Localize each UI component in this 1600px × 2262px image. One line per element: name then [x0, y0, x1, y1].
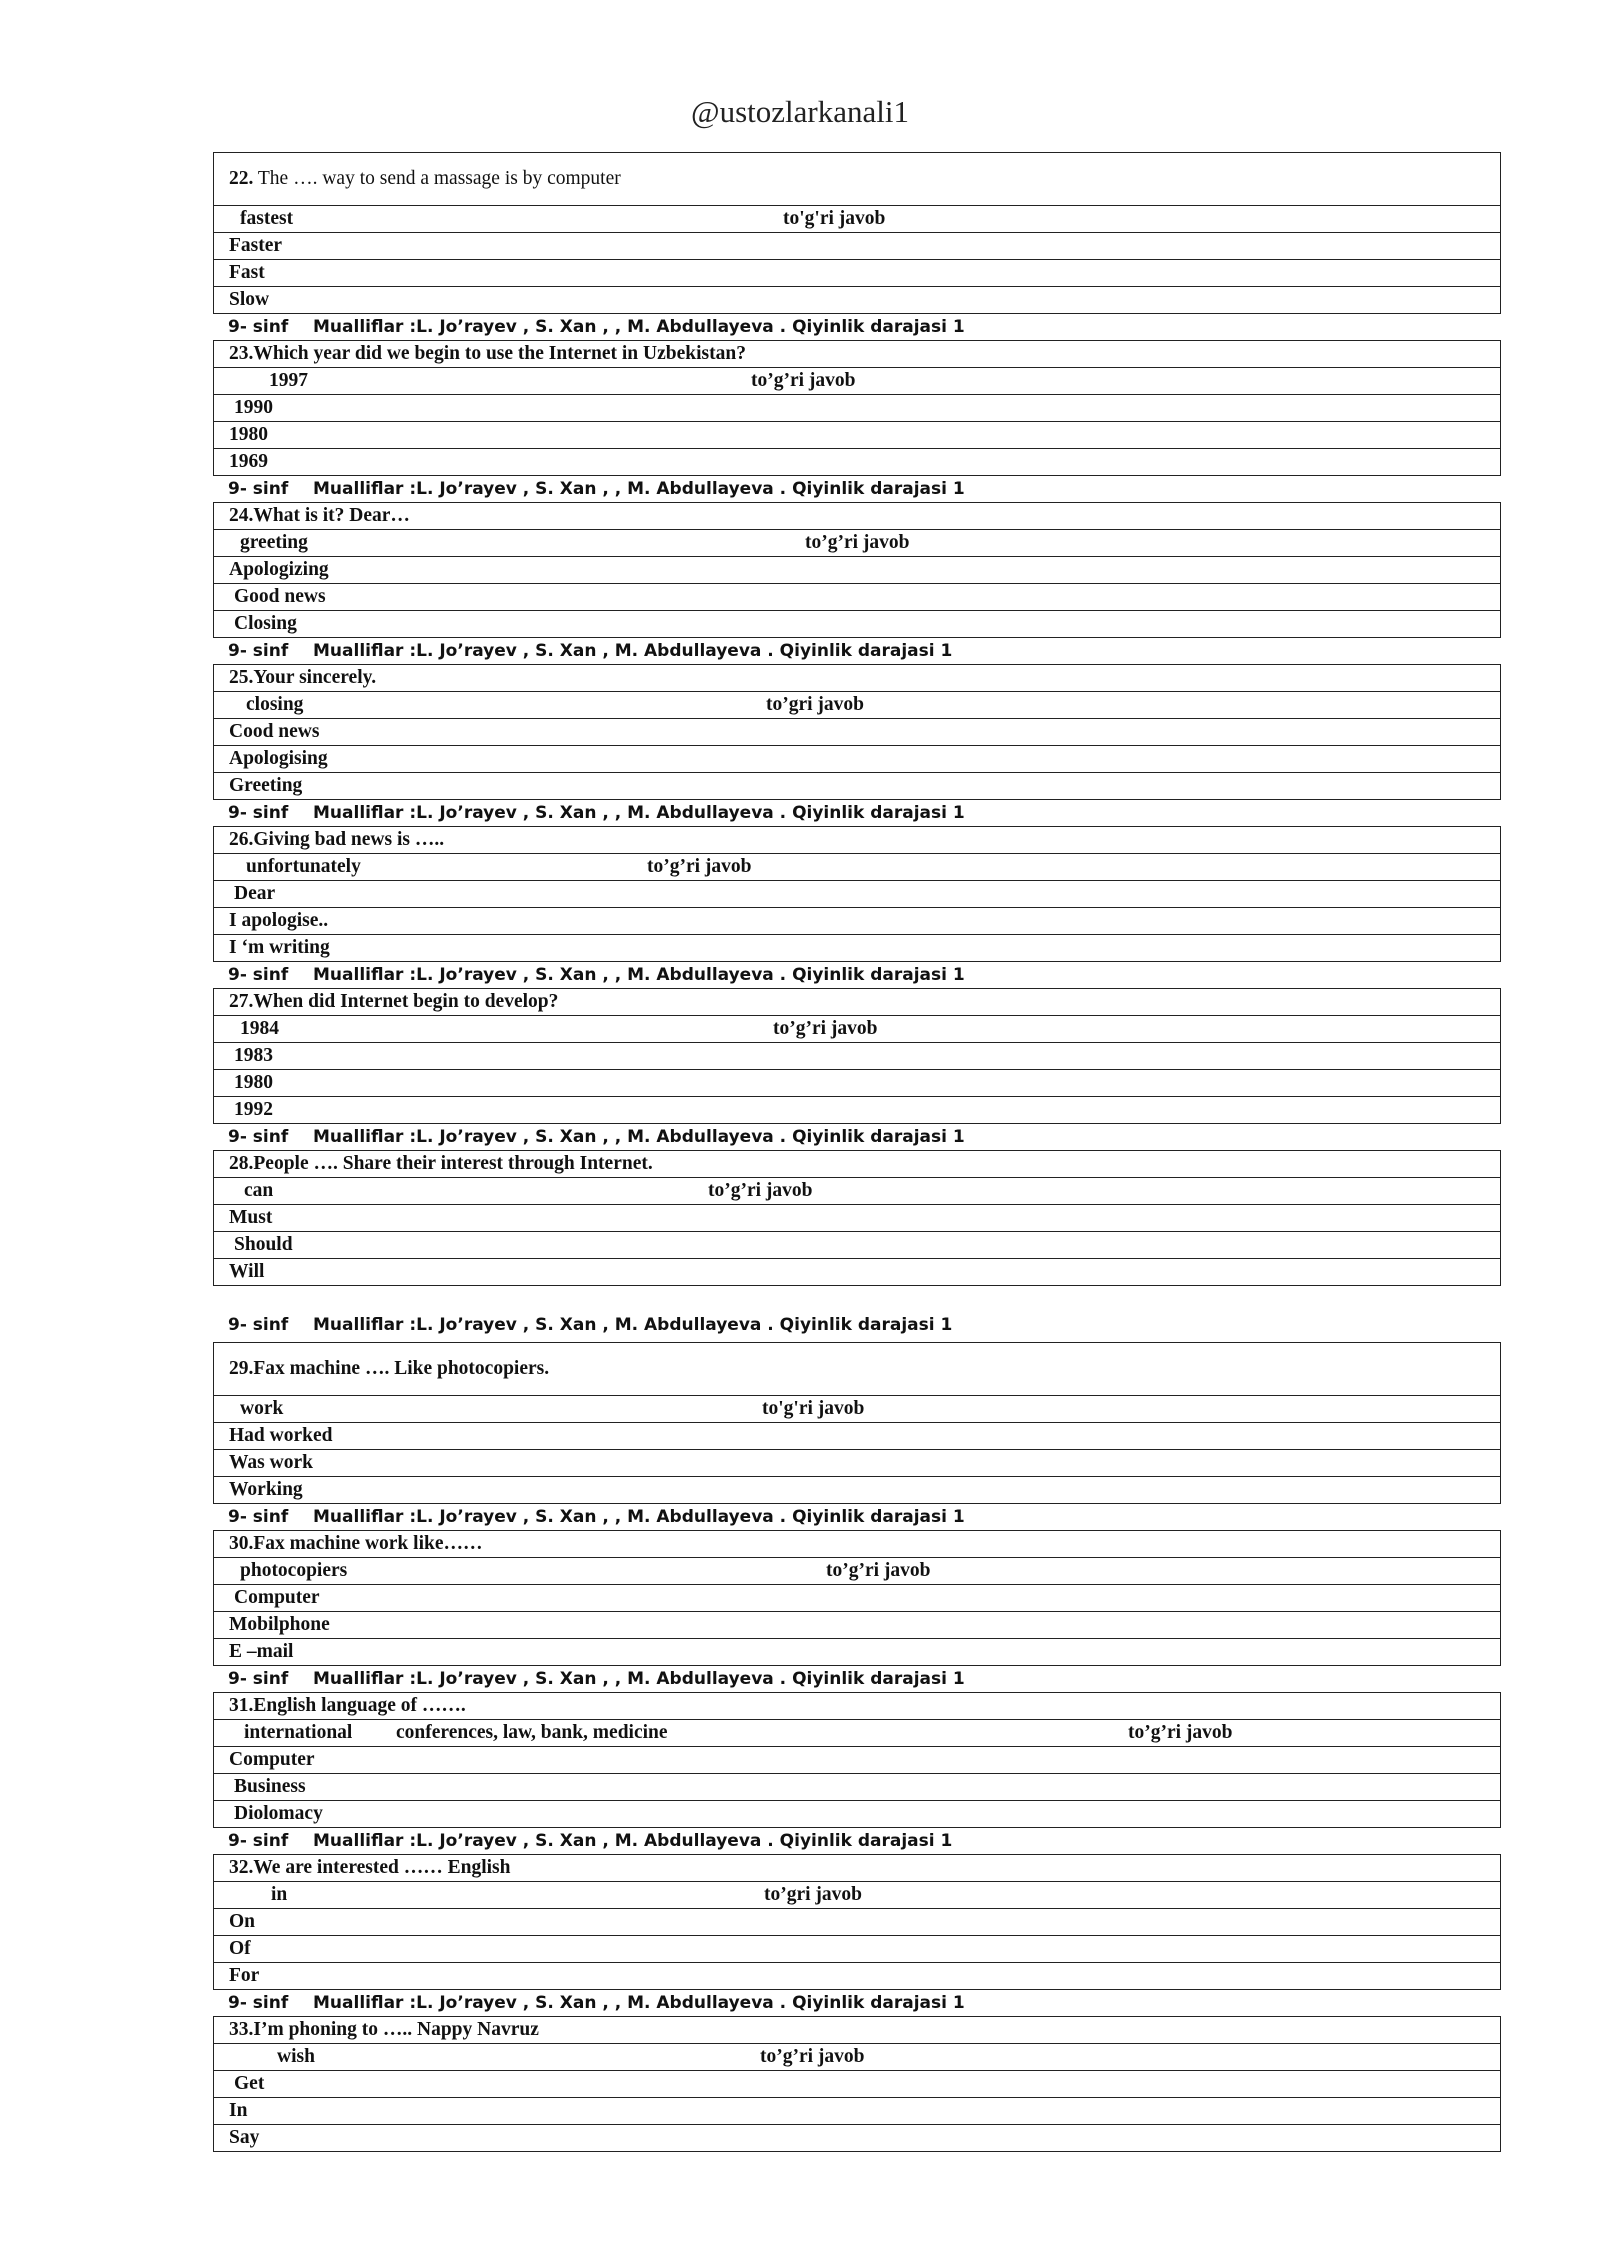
- option-row: I ‘m writing: [214, 934, 1500, 961]
- correct-answer-mark: to'g'ri javob: [762, 1398, 865, 1419]
- question-block-27: [213, 988, 1501, 1124]
- correct-answer: fastest: [240, 208, 294, 229]
- option-row: Diolomacy: [214, 1800, 1500, 1827]
- answer-extra: conferences, law, bank, medicine: [396, 1722, 668, 1743]
- grade-label: 9- sinf: [228, 1127, 289, 1147]
- authors-label: Mualliflar :L. Jo’rayev , S. Xan , M. Abdullayeva . Qiyinlik darajasi 1: [313, 1315, 953, 1335]
- question-block-25: [213, 664, 1501, 800]
- correct-answer: 1997: [269, 370, 308, 391]
- authors-label: Mualliflar :L. Jo’rayev , S. Xan , M. Abdullayeva . Qiyinlik darajasi 1: [313, 1831, 953, 1851]
- question-text: [214, 153, 1500, 205]
- correct-answer-row: [214, 691, 1500, 718]
- option-row: Greeting: [214, 772, 1500, 799]
- correct-answer: photocopiers: [240, 1560, 348, 1581]
- option-row: 1990: [214, 394, 1500, 421]
- meta-line: [213, 1666, 1501, 1692]
- question-number: 32.: [229, 1857, 254, 1878]
- option-row: Computer: [214, 1584, 1500, 1611]
- grade-label: 9- sinf: [228, 479, 289, 499]
- option-row: I apologise..: [214, 907, 1500, 934]
- correct-answer-mark: to’g’ri javob: [751, 370, 856, 391]
- correct-answer-mark: to’gri javob: [764, 1884, 863, 1905]
- correct-answer: wish: [277, 2046, 315, 2067]
- grade-label: 9- sinf: [228, 1507, 289, 1527]
- question-block-32: [213, 1854, 1501, 1990]
- correct-answer-row: [214, 1881, 1500, 1908]
- authors-label: Mualliflar :L. Jo’rayev , S. Xan , , M. Abdullayeva . Qiyinlik darajasi 1: [313, 479, 965, 499]
- meta-line: [213, 962, 1501, 988]
- question-prompt: When did Internet begin to develop?: [253, 991, 559, 1012]
- correct-answer-mark: to’g’ri javob: [805, 532, 910, 553]
- option-row: On: [214, 1908, 1500, 1935]
- option-row: Must: [214, 1204, 1500, 1231]
- question-text: [214, 1855, 1500, 1881]
- question-text: [214, 827, 1500, 853]
- question-block-33: [213, 2016, 1501, 2152]
- correct-answer-mark: to’g’ri javob: [760, 2046, 865, 2067]
- question-text: [214, 1151, 1500, 1177]
- question-text: [214, 1343, 1500, 1395]
- option-row: 1969: [214, 448, 1500, 475]
- question-number: 24.: [229, 505, 254, 526]
- option-row: Slow: [214, 286, 1500, 313]
- meta-line: [213, 1828, 1501, 1854]
- question-text: [214, 989, 1500, 1015]
- meta-line: [213, 1124, 1501, 1150]
- question-prompt: Which year did we begin to use the Internet in Uzbekistan?: [253, 343, 746, 364]
- question-block-31: [213, 1692, 1501, 1828]
- correct-answer-row: [214, 1177, 1500, 1204]
- question-number: 28.: [229, 1153, 254, 1174]
- question-block-26: [213, 826, 1501, 962]
- question-prompt: English language of …….: [253, 1695, 466, 1716]
- option-row: Say: [214, 2124, 1500, 2151]
- option-row: Should: [214, 1231, 1500, 1258]
- question-prompt: What is it? Dear…: [253, 505, 410, 526]
- option-row: E –mail: [214, 1638, 1500, 1665]
- question-prompt: The …. way to send a massage is by computer: [253, 168, 621, 189]
- correct-answer-row: [214, 2043, 1500, 2070]
- correct-answer-row: [214, 853, 1500, 880]
- correct-answer-mark: to’g’ri javob: [647, 856, 752, 877]
- question-text: [214, 2017, 1500, 2043]
- grade-label: 9- sinf: [228, 1831, 289, 1851]
- correct-answer-row: [214, 1557, 1500, 1584]
- meta-line: [213, 1312, 1501, 1338]
- correct-answer-mark: to’g’ri javob: [773, 1018, 878, 1039]
- correct-answer: 1984: [240, 1018, 279, 1039]
- question-number: 33.: [229, 2019, 254, 2040]
- grade-label: 9- sinf: [228, 1993, 289, 2013]
- meta-line: [213, 638, 1501, 664]
- question-block-24: [213, 502, 1501, 638]
- correct-answer: in: [271, 1884, 288, 1905]
- authors-label: Mualliflar :L. Jo’rayev , S. Xan , , M. Abdullayeva . Qiyinlik darajasi 1: [313, 803, 965, 823]
- question-number: 31.: [229, 1695, 254, 1716]
- question-number: 23.: [229, 343, 254, 364]
- option-row: Computer: [214, 1746, 1500, 1773]
- question-list: [213, 152, 1501, 2152]
- option-row: Of: [214, 1935, 1500, 1962]
- grade-label: 9- sinf: [228, 641, 289, 661]
- correct-answer: closing: [246, 694, 304, 715]
- authors-label: Mualliflar :L. Jo’rayev , S. Xan , , M. Abdullayeva . Qiyinlik darajasi 1: [313, 1507, 965, 1527]
- option-row: Fast: [214, 259, 1500, 286]
- grade-label: 9- sinf: [228, 803, 289, 823]
- option-row: Dear: [214, 880, 1500, 907]
- option-row: Was work: [214, 1449, 1500, 1476]
- question-block-22: [213, 152, 1501, 314]
- option-row: Apologising: [214, 745, 1500, 772]
- correct-answer-row: [214, 367, 1500, 394]
- question-block-28: [213, 1150, 1501, 1286]
- option-row: Mobilphone: [214, 1611, 1500, 1638]
- option-row: Faster: [214, 232, 1500, 259]
- grade-label: 9- sinf: [228, 1669, 289, 1689]
- correct-answer-mark: to’g’ri javob: [1128, 1722, 1233, 1743]
- option-row: Closing: [214, 610, 1500, 637]
- option-row: Working: [214, 1476, 1500, 1503]
- option-row: 1983: [214, 1042, 1500, 1069]
- question-number: 25.: [229, 667, 254, 688]
- correct-answer: can: [244, 1180, 274, 1201]
- question-number: 29.: [229, 1358, 254, 1379]
- question-block-29: [213, 1342, 1501, 1504]
- option-row: Apologizing: [214, 556, 1500, 583]
- question-prompt: People …. Share their interest through Internet.: [253, 1153, 653, 1174]
- question-prompt: I’m phoning to ….. Nappy Navruz: [253, 2019, 539, 2040]
- option-row: 1992: [214, 1096, 1500, 1123]
- question-block-30: [213, 1530, 1501, 1666]
- authors-label: Mualliflar :L. Jo’rayev , S. Xan , , M. Abdullayeva . Qiyinlik darajasi 1: [313, 317, 965, 337]
- authors-label: Mualliflar :L. Jo’rayev , S. Xan , , M. Abdullayeva . Qiyinlik darajasi 1: [313, 1993, 965, 2013]
- option-row: In: [214, 2097, 1500, 2124]
- correct-answer-mark: to’gri javob: [766, 694, 865, 715]
- correct-answer-mark: to'g'ri javob: [783, 208, 886, 229]
- option-row: Had worked: [214, 1422, 1500, 1449]
- correct-answer: greeting: [240, 532, 308, 553]
- question-text: [214, 341, 1500, 367]
- option-row: 1980: [214, 421, 1500, 448]
- meta-line: [213, 1504, 1501, 1530]
- question-prompt: Your sincerely.: [253, 667, 377, 688]
- question-number: 27.: [229, 991, 254, 1012]
- grade-label: 9- sinf: [228, 965, 289, 985]
- option-row: Will: [214, 1258, 1500, 1285]
- option-row: 1980: [214, 1069, 1500, 1096]
- correct-answer: work: [240, 1398, 284, 1419]
- question-block-23: [213, 340, 1501, 476]
- option-row: Get: [214, 2070, 1500, 2097]
- option-row: Cood news: [214, 718, 1500, 745]
- authors-label: Mualliflar :L. Jo’rayev , S. Xan , M. Abdullayeva . Qiyinlik darajasi 1: [313, 641, 953, 661]
- question-number: 22.: [229, 168, 254, 189]
- watermark: @ustozlarkanali1: [691, 94, 909, 129]
- correct-answer-row: [214, 205, 1500, 232]
- question-prompt: Fax machine …. Like photocopiers.: [253, 1358, 550, 1379]
- option-row: For: [214, 1962, 1500, 1989]
- correct-answer: unfortunately: [246, 856, 361, 877]
- authors-label: Mualliflar :L. Jo’rayev , S. Xan , , M. Abdullayeva . Qiyinlik darajasi 1: [313, 1669, 965, 1689]
- correct-answer-row: [214, 1015, 1500, 1042]
- correct-answer-row: [214, 1395, 1500, 1422]
- correct-answer-mark: to’g’ri javob: [826, 1560, 931, 1581]
- question-prompt: Giving bad news is …..: [253, 829, 445, 850]
- question-prompt: Fax machine work like……: [253, 1533, 483, 1554]
- option-row: Business: [214, 1773, 1500, 1800]
- correct-answer: international: [244, 1722, 353, 1743]
- question-number: 30.: [229, 1533, 254, 1554]
- meta-line: [213, 1990, 1501, 2016]
- question-text: [214, 1531, 1500, 1557]
- question-text: [214, 503, 1500, 529]
- meta-line: [213, 314, 1501, 340]
- grade-label: 9- sinf: [228, 1315, 289, 1335]
- question-text: [214, 665, 1500, 691]
- spacer: [213, 1286, 1501, 1312]
- question-number: 26.: [229, 829, 254, 850]
- grade-label: 9- sinf: [228, 317, 289, 337]
- option-row: Good news: [214, 583, 1500, 610]
- meta-line: [213, 476, 1501, 502]
- correct-answer-row: [214, 529, 1500, 556]
- question-prompt: We are interested …… English: [253, 1857, 511, 1878]
- correct-answer-row: [214, 1719, 1500, 1746]
- meta-line: [213, 800, 1501, 826]
- authors-label: Mualliflar :L. Jo’rayev , S. Xan , , M. Abdullayeva . Qiyinlik darajasi 1: [313, 1127, 965, 1147]
- question-text: [214, 1693, 1500, 1719]
- correct-answer-mark: to’g’ri javob: [708, 1180, 813, 1201]
- authors-label: Mualliflar :L. Jo’rayev , S. Xan , , M. Abdullayeva . Qiyinlik darajasi 1: [313, 965, 965, 985]
